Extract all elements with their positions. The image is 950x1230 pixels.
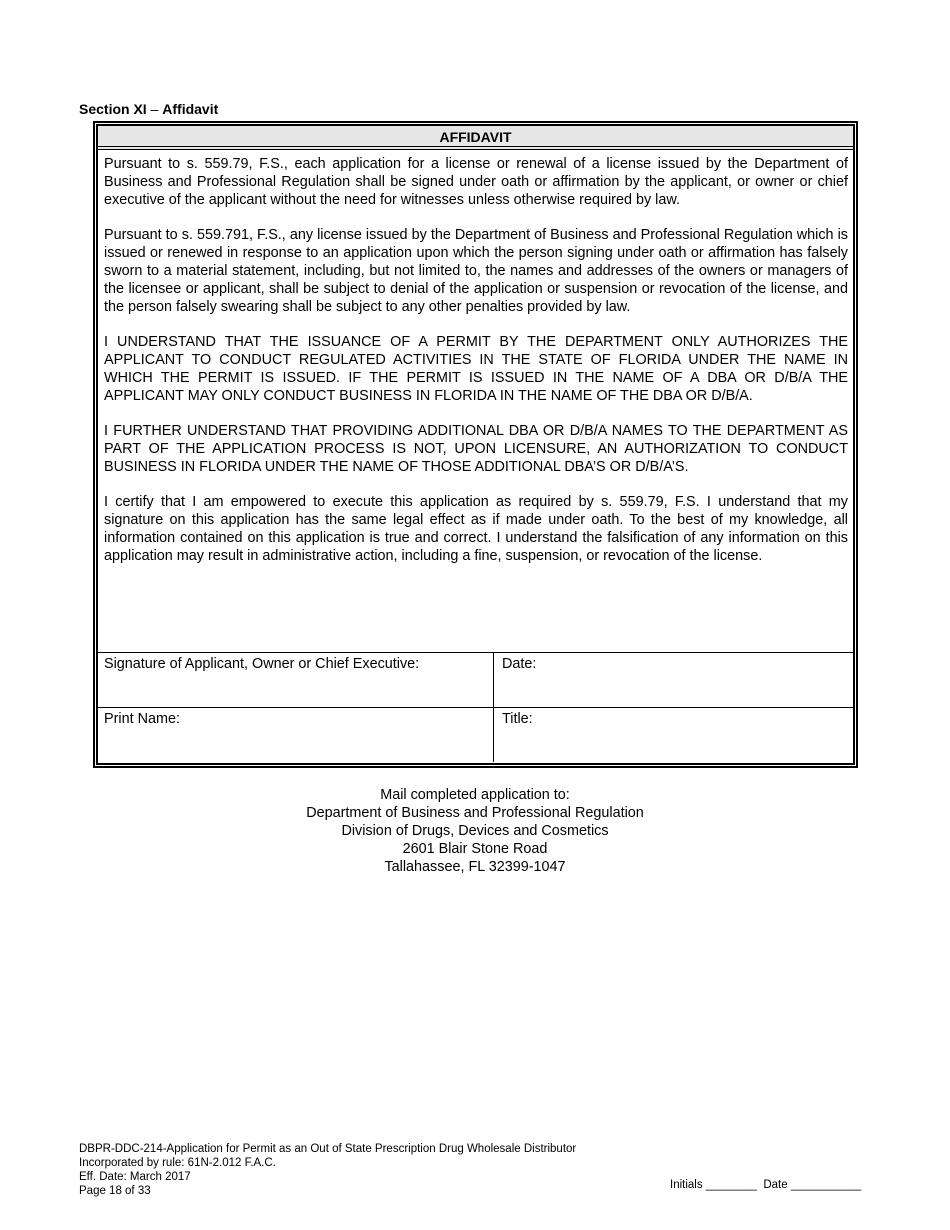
section-title: Affidavit bbox=[162, 101, 219, 117]
footer-eff-date: Eff. Date: March 2017 bbox=[79, 1171, 191, 1183]
affidavit-box bbox=[93, 121, 858, 768]
date-label: Date: bbox=[502, 656, 537, 672]
signature-label: Signature of Applicant, Owner or Chief Executive: bbox=[104, 656, 420, 672]
mailing-street: 2601 Blair Stone Road bbox=[402, 841, 548, 857]
affidavit-header: AFFIDAVIT bbox=[98, 126, 853, 150]
section-heading bbox=[79, 101, 218, 117]
signature-field[interactable] bbox=[98, 653, 494, 707]
print-name-label: Print Name: bbox=[104, 711, 180, 727]
signature-row bbox=[98, 653, 853, 707]
paragraph-permit-authorization: I UNDERSTAND THAT THE ISSUANCE OF A PERMIT BY THE DEPARTMENT ONLY AUTHORIZES THE APPLICANT TO CONDUCT REGULATED ACTIVITIES IN THE STATE OF FLORIDA UNDER THE NAME IN WHICH THE PERMIT IS ISSUED. IF THE PERMIT IS ISSUED IN THE NAME OF A DBA OR D/B/A THE APPLICANT MAY ONLY CONDUCT BUSINESS IN FLORIDA IN THE NAME OF THE DBA OR D/B/A. bbox=[104, 334, 848, 404]
title-field[interactable] bbox=[494, 708, 853, 762]
section-dash: – bbox=[146, 101, 163, 117]
mailing-city: Tallahassee, FL 32399-1047 bbox=[384, 859, 566, 875]
name-row bbox=[98, 707, 853, 762]
footer-initials-date[interactable]: Initials ________ Date ___________ bbox=[670, 1179, 862, 1191]
signature-table bbox=[98, 652, 853, 763]
mailing-division: Division of Drugs, Devices and Cosmetics bbox=[341, 823, 609, 839]
footer-page-number: Page 18 of 33 bbox=[79, 1185, 151, 1197]
paragraph-certification: I certify that I am empowered to execute this application as required by s. 559.79, F.S. I understand that my signature on this application has the same legal effect as if made under oath. To the best of my knowledge, all information contained on this application is true and correct. I understand the falsification of any information on this application may result in administrative action, including a fine, suspension, or revocation of the license. bbox=[104, 494, 848, 564]
mailing-intro: Mail completed application to: bbox=[380, 787, 570, 803]
paragraph-dba-names: I FURTHER UNDERSTAND THAT PROVIDING ADDITIONAL DBA OR D/B/A NAMES TO THE DEPARTMENT AS PART OF THE APPLICATION PROCESS IS NOT, UPON LICENSURE, AN AUTHORIZATION TO CONDUCT BUSINESS IN FLORIDA UNDER THE NAME OF THOSE ADDITIONAL DBA’S OR D/B/A’S. bbox=[104, 423, 848, 475]
paragraph-oath: Pursuant to s. 559.79, F.S., each application for a license or renewal of a license issued by the Department of Business and Professional Regulation shall be signed under oath or affirmation by the applicant, or owner or chief executive of the applicant without the need for witnesses unless otherwise required by law. bbox=[104, 156, 848, 208]
affidavit-body bbox=[98, 150, 853, 565]
footer-form-id: DBPR-DDC-214-Application for Permit as an Out of State Prescription Drug Wholesale Distributor bbox=[79, 1143, 577, 1155]
title-label: Title: bbox=[502, 711, 533, 727]
mailing-department: Department of Business and Professional Regulation bbox=[306, 805, 644, 821]
footer-rule: Incorporated by rule: 61N-2.012 F.A.C. bbox=[79, 1157, 276, 1169]
date-field[interactable] bbox=[494, 653, 853, 707]
print-name-field[interactable] bbox=[98, 708, 494, 762]
paragraph-false-swearing: Pursuant to s. 559.791, F.S., any license issued by the Department of Business and Professional Regulation which is issued or renewed in response to an application upon which the person signing under oath or affirmation has falsely sworn to a material statement, including, but not limited to, the names and addresses of the owners or managers of the licensee or applicant, shall be subject to denial of the application or suspension or revocation of the license, and the person falsely swearing shall be subject to any other penalties provided by law. bbox=[104, 227, 848, 315]
section-label: Section XI bbox=[79, 101, 147, 117]
footer-form-info bbox=[79, 1142, 576, 1198]
mailing-address bbox=[0, 786, 950, 876]
